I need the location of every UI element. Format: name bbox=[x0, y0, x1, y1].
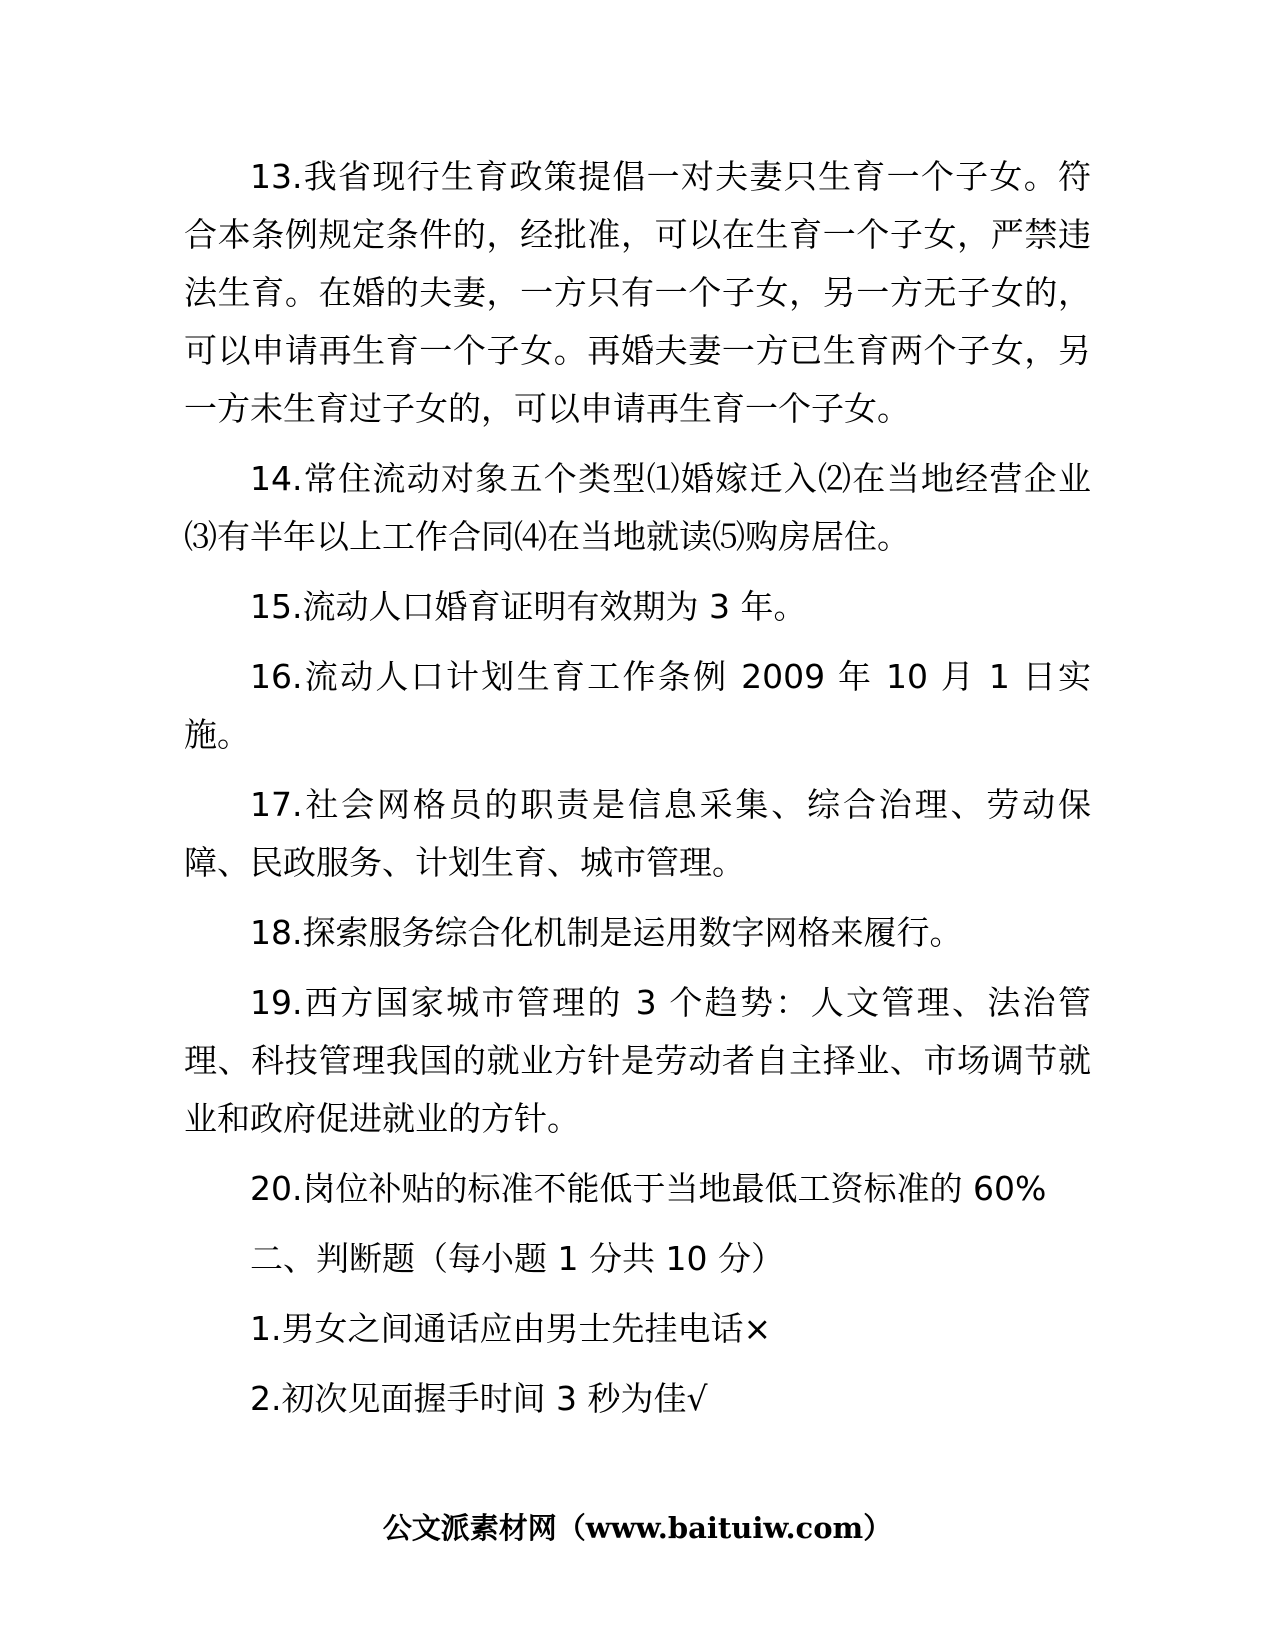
paragraph-14: 14.常住流动对象五个类型⑴婚嫁迁入⑵在当地经营企业⑶有半年以上工作合同⑷在当地就读⑸购房居住。 bbox=[184, 459, 1091, 556]
document-body bbox=[184, 148, 1091, 1428]
judgment-item-2: 2.初次见面握手时间 3 秒为佳√ bbox=[250, 1379, 708, 1418]
paragraph-20: 20.岗位补贴的标准不能低于当地最低工资标准的 60% bbox=[250, 1169, 1047, 1208]
footer-watermark: 公文派素材网（www.baituiw.com） bbox=[382, 1511, 893, 1545]
paragraph-15: 15.流动人口婚育证明有效期为 3 年。 bbox=[250, 587, 807, 626]
paragraph-18: 18.探索服务综合化机制是运用数字网格来履行。 bbox=[250, 913, 963, 952]
paragraph-16: 16.流动人口计划生育工作条例 2009 年 10 月 1 日实施。 bbox=[184, 657, 1091, 754]
section-heading-judgment: 二、判断题（每小题 1 分共 10 分） bbox=[250, 1239, 784, 1278]
paragraph-17: 17.社会网格员的职责是信息采集、综合治理、劳动保障、民政服务、计划生育、城市管理。 bbox=[184, 785, 1091, 882]
paragraph-19: 19.西方国家城市管理的 3 个趋势：人文管理、法治管理、科技管理我国的就业方针是劳动者自主择业、市场调节就业和政府促进就业的方针。 bbox=[184, 983, 1091, 1138]
paragraph-13: 13.我省现行生育政策提倡一对夫妻只生育一个子女。符合本条例规定条件的，经批准，可以在生育一个子女，严禁违法生育。在婚的夫妻，一方只有一个子女，另一方无子女的，可以申请再生育一个子女。再婚夫妻一方已生育两个子女，另一方未生育过子女的，可以申请再生育一个子女。 bbox=[184, 157, 1091, 428]
judgment-item-1: 1.男女之间通话应由男士先挂电话× bbox=[250, 1309, 772, 1348]
